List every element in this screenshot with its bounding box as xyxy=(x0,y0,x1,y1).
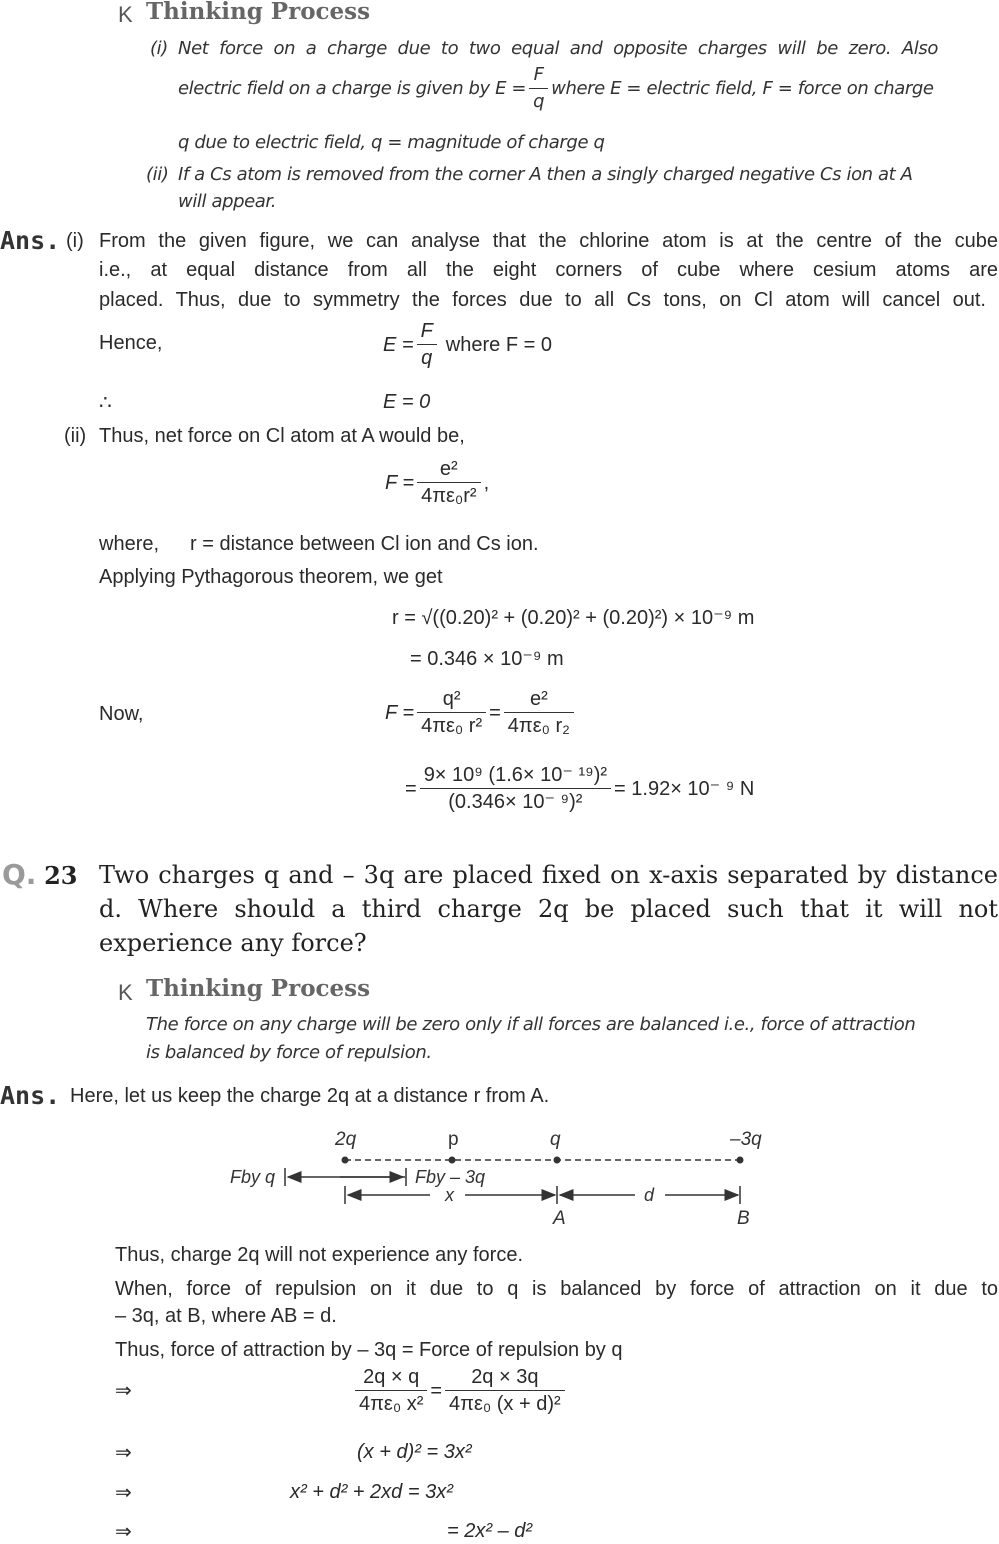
question-line2: d. Where should a third charge 2q be placed such that it will not xyxy=(99,895,998,923)
numerator: 2q × q xyxy=(355,1364,427,1391)
tp1-item-i-line1: Net force on a charge due to two equal and opposite charges will be zero. Also xyxy=(178,38,938,59)
thinking-process-icon: K xyxy=(118,2,133,27)
question-mark-icon: Q. xyxy=(2,858,37,891)
tp2-line1: The force on any charge will be zero only if all forces are balanced i.e., force of attraction xyxy=(146,1014,916,1035)
answer-label: Ans. xyxy=(0,226,61,255)
label-minus-3q: –3q xyxy=(730,1129,762,1150)
where-definition: r = distance between Cl ion and Cs ion. xyxy=(190,533,539,555)
ans1-i-label: (i) xyxy=(66,230,84,252)
fraction xyxy=(417,686,486,739)
ans1-paragraph-line3: placed. Thus, due to symmetry the forces due to all Cs tons, on Cl atom will cancel out. xyxy=(99,289,986,311)
pythagoras-text: Applying Pythagorous theorem, we get xyxy=(99,566,443,588)
charge-q-point xyxy=(554,1157,561,1164)
fraction xyxy=(417,318,437,371)
implies-symbol: ⇒ xyxy=(115,1380,132,1402)
numerator: F xyxy=(417,318,437,345)
denominator: q xyxy=(421,347,433,369)
equation-3: x² + d² + 2xd = 3x² xyxy=(290,1481,453,1503)
charge-2q-point xyxy=(342,1157,349,1164)
tp2-line2: is balanced by force of repulsion. xyxy=(146,1042,432,1063)
question-line1: Two charges q and – 3q are placed fixed on x-axis separated by distance xyxy=(99,861,998,889)
result: = 1.92× 10⁻ ⁹ N xyxy=(614,777,755,800)
label-x: x xyxy=(445,1185,454,1205)
ans2-line1: Thus, charge 2q will not experience any force. xyxy=(115,1244,523,1266)
denominator: 4πε₀ x² xyxy=(359,1393,424,1415)
tp1-item-ii-line1: If a Cs atom is removed from the corner A then a singly charged negative Cs ion at A xyxy=(178,164,913,185)
ans2-intro: Here, let us keep the charge 2q at a distance r from A. xyxy=(70,1085,550,1107)
lhs: F = xyxy=(385,471,415,494)
label-q: q xyxy=(550,1129,561,1150)
lhs: E = xyxy=(383,333,414,356)
ans2-line3: – 3q, at B, where AB = d. xyxy=(115,1305,337,1327)
fraction xyxy=(445,1364,565,1417)
lhs: F = xyxy=(385,701,415,724)
tp1-item-i-label: (i) xyxy=(150,38,168,59)
numerator: F xyxy=(529,62,548,89)
thinking-process-icon: K xyxy=(118,980,133,1005)
text: where E = electric field, F = force on charge xyxy=(551,77,934,99)
numerator: e² xyxy=(504,686,574,713)
fraction xyxy=(504,686,574,739)
numerator: 9× 10⁹ (1.6× 10⁻ ¹⁹)² xyxy=(420,762,611,789)
ans2-line2: When, force of repulsion on it due to q is balanced by force of attraction on it due to xyxy=(115,1278,998,1300)
tp1-item-i-line3: q due to electric field, q = magnitude of charge q xyxy=(178,132,605,153)
now-label: Now, xyxy=(99,703,144,725)
charge-minus-3q-point xyxy=(737,1157,744,1164)
equation-e-f-over-q xyxy=(383,318,552,371)
label-A: A xyxy=(553,1208,566,1229)
fraction xyxy=(417,456,480,509)
label-2q: 2q xyxy=(335,1129,357,1150)
point-p xyxy=(449,1157,456,1164)
comma: , xyxy=(483,471,490,494)
label-d: d xyxy=(644,1185,655,1205)
thinking-process-heading: Thinking Process xyxy=(146,0,371,25)
equation-coulomb-force xyxy=(385,456,489,509)
where-label: where, xyxy=(99,533,160,555)
numerator: 2q × 3q xyxy=(445,1364,565,1391)
numerator: q² xyxy=(417,686,486,713)
ans1-paragraph-line2: i.e., at equal distance from all the eight corners of cube where cesium atoms are xyxy=(99,259,998,281)
label-p: p xyxy=(448,1129,459,1150)
tp1-item-ii-label: (ii) xyxy=(146,164,169,185)
implies-symbol: ⇒ xyxy=(115,1442,132,1464)
numerator: e² xyxy=(417,456,480,483)
equation-2: (x + d)² = 3x² xyxy=(357,1441,472,1463)
equation-r: r = √((0.20)² + (0.20)² + (0.20)²) × 10⁻⁹ m xyxy=(392,607,755,629)
denominator: 4πε₀ r² xyxy=(421,715,483,737)
condition: where F = 0 xyxy=(445,333,552,356)
therefore-symbol: ∴ xyxy=(99,392,112,414)
label-force-by-q: Fby q xyxy=(230,1167,276,1187)
ans2-line4: Thus, force of attraction by – 3q = Force of repulsion by q xyxy=(115,1339,623,1361)
charge-diagram xyxy=(220,1120,780,1230)
tp1-item-i-line2 xyxy=(178,62,938,115)
tp1-item-ii-line2: will appear. xyxy=(178,191,277,212)
fraction xyxy=(420,762,611,815)
equation-force-substitution xyxy=(385,686,577,739)
equation-4: = 2x² – d² xyxy=(447,1520,533,1542)
denominator: q xyxy=(533,91,545,112)
question-num: 23 xyxy=(44,861,78,890)
fraction-f-over-q xyxy=(529,62,548,115)
question-number xyxy=(2,858,78,893)
implies-symbol: ⇒ xyxy=(115,1482,132,1504)
ans1-ii-label: (ii) xyxy=(64,425,87,447)
denominator: 4πε₀ r₂ xyxy=(507,715,570,737)
equation-force-result xyxy=(405,762,754,815)
label-B: B xyxy=(737,1208,750,1229)
equals: = xyxy=(430,1379,443,1402)
equation-force-balance xyxy=(352,1364,568,1417)
denominator: (0.346× 10⁻ ⁹)² xyxy=(448,791,583,813)
ans1-paragraph-line1: From the given figure, we can analyse that the chlorine atom is at the centre of the cube xyxy=(99,230,998,252)
equation-e-zero: E = 0 xyxy=(383,391,431,413)
equals: = xyxy=(489,701,501,724)
fraction xyxy=(355,1364,427,1417)
hence-label: Hence, xyxy=(99,332,163,354)
text: electric field on a charge is given by E = xyxy=(178,77,527,99)
ans1-ii-text: Thus, net force on Cl atom at A would be, xyxy=(99,425,465,447)
label-force-by-minus-3q: Fby – 3q xyxy=(415,1167,486,1187)
denominator: 4πε₀r² xyxy=(421,485,477,507)
thinking-process-heading: Thinking Process xyxy=(146,975,371,1002)
equals: = xyxy=(405,777,417,800)
implies-symbol: ⇒ xyxy=(115,1521,132,1543)
question-line3: experience any force? xyxy=(99,929,367,957)
equation-r-value: = 0.346 × 10⁻⁹ m xyxy=(410,648,564,670)
denominator: 4πε₀ (x + d)² xyxy=(449,1393,561,1415)
answer-label: Ans. xyxy=(0,1081,61,1110)
